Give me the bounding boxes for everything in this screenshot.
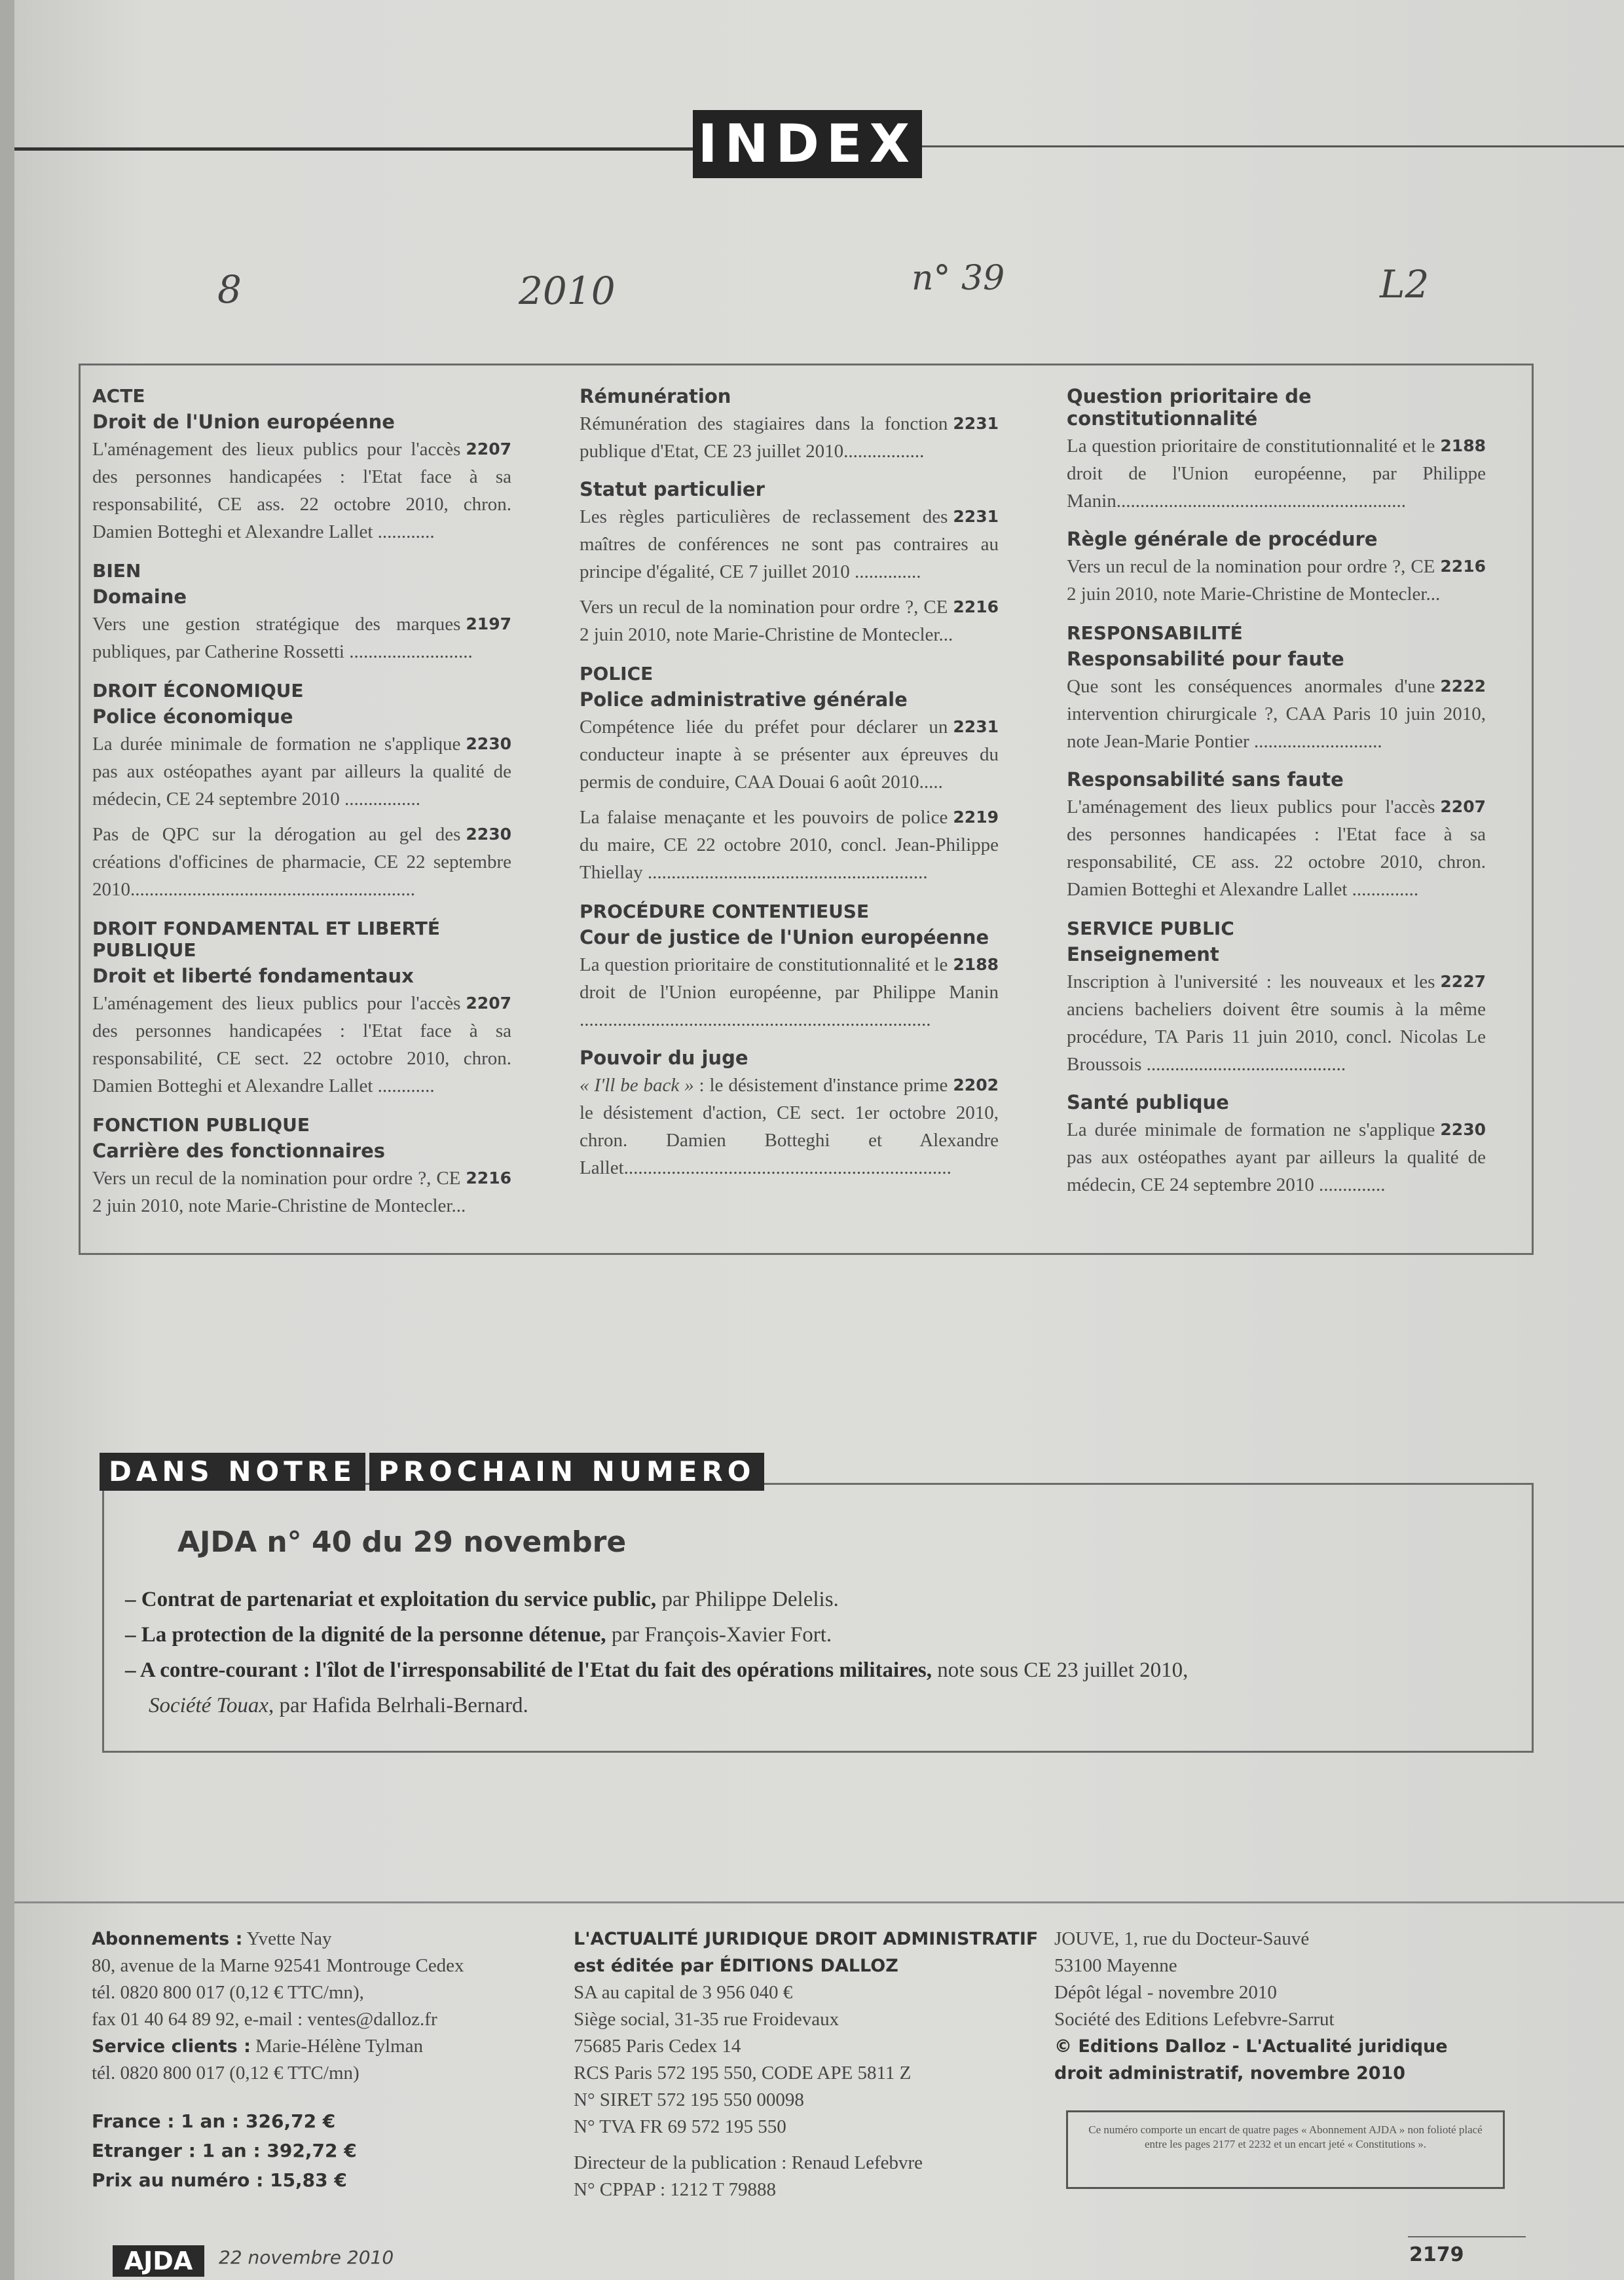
page-ref: 2231	[953, 507, 999, 526]
index-entry: 2216 Vers un recul de la nomination pour ordre ?, CE 2 juin 2010, note Marie-Christine de Montecler...	[580, 593, 999, 648]
index-entry: 2230 La durée minimale de formation ne s'applique pas aux ostéopathes ayant par ailleurs la qualité de médecin, CE 24 septembre 2010 ................	[92, 730, 511, 813]
issue-date: 22 novembre 2010	[219, 2247, 394, 2268]
index-entry: 2216 Vers un recul de la nomination pour ordre ?, CE 2 juin 2010, note Marie-Christine de Montecler...	[1067, 553, 1486, 608]
index-title: INDEX	[693, 110, 922, 178]
price-france: France : 1 an : 326,72 €	[92, 2110, 336, 2132]
page-ref: 2188	[953, 955, 999, 974]
footer-printer: JOUVE, 1, rue du Docteur-Sauvé 53100 Mayenne Dépôt légal - novembre 2010 Société des Editions Lefebvre-Sarrut © Editions Dalloz - L'Actualité juridique droit administratif, novembre 2010	[1054, 1928, 1448, 2084]
footer-publisher: L'ACTUALITÉ JURIDIQUE DROIT ADMINISTRATIF est éditée par ÉDITIONS DALLOZ SA au capital de 3 956 040 € Siège social, 31-35 rue Froidevaux 75685 Paris Cedex 14 RCS Paris 572 195 550, CODE APE 5811 Z N° SIRET 572 195 550 00098 N° TVA FR 69 572 195 550 Directeur de la publication : Renaud Lefebvre N° CPPAP : 1212 T 79888	[574, 1929, 1039, 2200]
document-page	[14, 0, 1624, 2280]
next-issue-item: – La protection de la dignité de la personne détenue, par François-Xavier Fort.	[125, 1623, 832, 1647]
handwritten-issue: n° 39	[912, 259, 1005, 298]
page-ref: 2216	[466, 1168, 511, 1187]
subsection-heading: Droit et liberté fondamentaux	[92, 965, 414, 987]
index-entry: 2188 La question prioritaire de constitutionnalité et le droit de l'Union européenne, par Philippe Manin.............................................................	[1067, 432, 1486, 515]
index-entry: 2202 « I'll be back » : le désistement d'instance prime le désistement d'action, CE sect. 1er octobre 2010, chron. Damien Botteghi et Alexandre Lallet.....................................................................	[580, 1072, 999, 1182]
header-rule-left	[14, 147, 695, 151]
subsection-heading: Police administrative générale	[580, 688, 908, 711]
page-number: 2179	[1409, 2243, 1464, 2266]
subsection-heading: Police économique	[92, 705, 293, 728]
index-box	[79, 364, 1534, 1255]
next-issue-heading: AJDA n° 40 du 29 novembre	[177, 1525, 627, 1559]
index-entry: 2230 La durée minimale de formation ne s'applique pas aux ostéopathes ayant par ailleurs la qualité de médecin, CE 24 septembre 2010 ..............	[1067, 1116, 1486, 1199]
index-column-2	[580, 385, 999, 1189]
page-ref: 2231	[953, 717, 999, 736]
page-ref: 2207	[1440, 797, 1486, 816]
page-ref: 2219	[953, 808, 999, 827]
subsection-heading: Droit de l'Union européenne	[92, 411, 395, 433]
next-issue-tab	[100, 1453, 764, 1491]
index-entry: 2197 Vers une gestion stratégique des marques publiques, par Catherine Rossetti ..........................	[92, 610, 511, 665]
subsection-heading: Enseignement	[1067, 943, 1219, 965]
next-issue-list	[125, 1582, 1500, 1723]
subsection-heading: Responsabilité sans faute	[1067, 768, 1344, 791]
section-heading: BIEN	[92, 560, 141, 582]
insert-notice-box: Ce numéro comporte un encart de quatre pages « Abonnement AJDA » non folioté placé entre les pages 2177 et 2232 et un encart jeté « Constitutions ».	[1066, 2110, 1505, 2189]
subsection-heading: Cour de justice de l'Union européenne	[580, 926, 989, 948]
section-heading: PROCÉDURE CONTENTIEUSE	[580, 901, 870, 922]
page-ref: 2207	[466, 994, 511, 1013]
page-ref: 2216	[953, 597, 999, 616]
section-heading: FONCTION PUBLIQUE	[92, 1114, 310, 1136]
subsection-heading: Carrière des fonctionnaires	[92, 1140, 386, 1162]
index-entry: 2207 L'aménagement des lieux publics pour l'accès des personnes handicapées : l'Etat face à sa responsabilité, CE sect. 22 octobre 2010, chron. Damien Botteghi et Alexandre Lallet ............	[92, 990, 511, 1100]
page-ref: 2216	[1440, 557, 1486, 576]
index-entry: 2231 Les règles particulières de reclassement des maîtres de conférences ne sont pas contraires au principe d'égalité, CE 7 juillet 2010 ..............	[580, 503, 999, 586]
page-ref: 2207	[466, 439, 511, 458]
page-ref: 2230	[466, 734, 511, 753]
page-ref: 2197	[466, 614, 511, 633]
page-ref: 2230	[1440, 1120, 1486, 1139]
index-entry: 2219 La falaise menaçante et les pouvoirs de police du maire, CE 22 octobre 2010, concl. Jean-Philippe Thiellay ...........................................................	[580, 804, 999, 886]
price-foreign: Etranger : 1 an : 392,72 €	[92, 2140, 357, 2161]
page-number-rule	[1408, 2236, 1526, 2237]
header-rule-right	[918, 145, 1624, 147]
page-ref: 2231	[953, 414, 999, 433]
binding-edge	[0, 0, 14, 2280]
section-heading: DROIT ÉCONOMIQUE	[92, 680, 304, 701]
subsection-heading: Responsabilité pour faute	[1067, 648, 1344, 670]
index-column-1	[92, 385, 511, 1227]
section-heading: DROIT FONDAMENTAL ET LIBERTÉ PUBLIQUE	[92, 918, 440, 961]
page-ref: 2222	[1440, 677, 1486, 696]
page-ref: 2202	[953, 1075, 999, 1094]
footer-rule	[14, 1901, 1624, 1903]
index-entry: 2207 L'aménagement des lieux publics pour l'accès des personnes handicapées : l'Etat face à sa responsabilité, CE ass. 22 octobre 2010, chron. Damien Botteghi et Alexandre Lallet ..............	[1067, 793, 1486, 903]
subsection-heading: Règle générale de procédure	[1067, 528, 1378, 550]
subsection-heading: Santé publique	[1067, 1091, 1229, 1113]
page-ref: 2230	[466, 825, 511, 844]
subsection-heading: Rémunération	[580, 385, 731, 407]
next-issue-box	[102, 1483, 1534, 1753]
index-entry: 2188 La question prioritaire de constitutionnalité et le droit de l'Union européenne, par Philippe Manin ..........................................................................	[580, 951, 999, 1034]
page-ref: 2188	[1440, 436, 1486, 455]
index-entry: 2231 Rémunération des stagiaires dans la fonction publique d'Etat, CE 23 juillet 2010.................	[580, 410, 999, 465]
index-entry: 2231 Compétence liée du préfet pour déclarer un conducteur inapte à se présenter aux épreuves du permis de conduire, CAA Douai 6 août 2010.....	[580, 713, 999, 796]
subsection-heading: Question prioritaire de constitutionnalité	[1067, 385, 1312, 430]
index-entry: 2207 L'aménagement des lieux publics pour l'accès des personnes handicapées : l'Etat face à sa responsabilité, CE ass. 22 octobre 2010, chron. Damien Botteghi et Alexandre Lallet ............	[92, 436, 511, 546]
index-entry: 2227 Inscription à l'université : les nouveaux et les anciens bacheliers doivent être soumis à la même procédure, TA Paris 11 juin 2010, concl. Nicolas Le Broussois ..........................................	[1067, 968, 1486, 1078]
next-issue-item: – Contrat de partenariat et exploitation du service public, par Philippe Delelis.	[125, 1588, 839, 1611]
handwritten-mark: L2	[1380, 262, 1430, 307]
section-heading: SERVICE PUBLIC	[1067, 918, 1234, 939]
section-heading: POLICE	[580, 663, 654, 684]
page-ref: 2227	[1440, 972, 1486, 991]
next-issue-tab-part1: DANS NOTRE	[100, 1453, 365, 1491]
price-issue: Prix au numéro : 15,83 €	[92, 2169, 347, 2191]
index-entry: 2222 Que sont les conséquences anormales d'une intervention chirurgicale ?, CAA Paris 10 juin 2010, note Jean-Marie Pontier ...........................	[1067, 673, 1486, 755]
subsection-heading: Statut particulier	[580, 478, 765, 500]
section-heading: ACTE	[92, 385, 145, 407]
section-heading: RESPONSABILITÉ	[1067, 622, 1243, 644]
index-entry: 2230 Pas de QPC sur la dérogation au gel des créations d'officines de pharmacie, CE 22 septembre 2010............................................................	[92, 821, 511, 903]
subsection-heading: Domaine	[92, 586, 187, 608]
handwritten-year: 2010	[519, 269, 616, 313]
handwritten-number: 8	[217, 267, 242, 312]
subsection-heading: Pouvoir du juge	[580, 1047, 748, 1069]
footer-subscriptions: Abonnements : Yvette Nay 80, avenue de la Marne 92541 Montrouge Cedex tél. 0820 800 017 (0,12 € TTC/mn), fax 01 40 64 89 92, e-mail : ventes@dalloz.fr Service clients : Marie-Hélène Tylman tél. 0820 800 017 (0,12 € TTC/mn) France : 1 an : 326,72 € Etranger : 1 an : 392,72 € Prix au numéro : 15,83 €	[92, 1926, 602, 2195]
ajda-logo: AJDA	[113, 2245, 204, 2277]
next-issue-item: – A contre-courant : l'îlot de l'irresponsabilité de l'Etat du fait des opérations militaires, note sous CE 23 juillet 2010, Société Touax, par Hafida Belrhali-Bernard.	[125, 1658, 1189, 1717]
next-issue-tab-part2: PROCHAIN NUMERO	[369, 1453, 765, 1491]
index-entry: 2216 Vers un recul de la nomination pour ordre ?, CE 2 juin 2010, note Marie-Christine de Montecler...	[92, 1165, 511, 1220]
index-column-3	[1067, 385, 1486, 1206]
